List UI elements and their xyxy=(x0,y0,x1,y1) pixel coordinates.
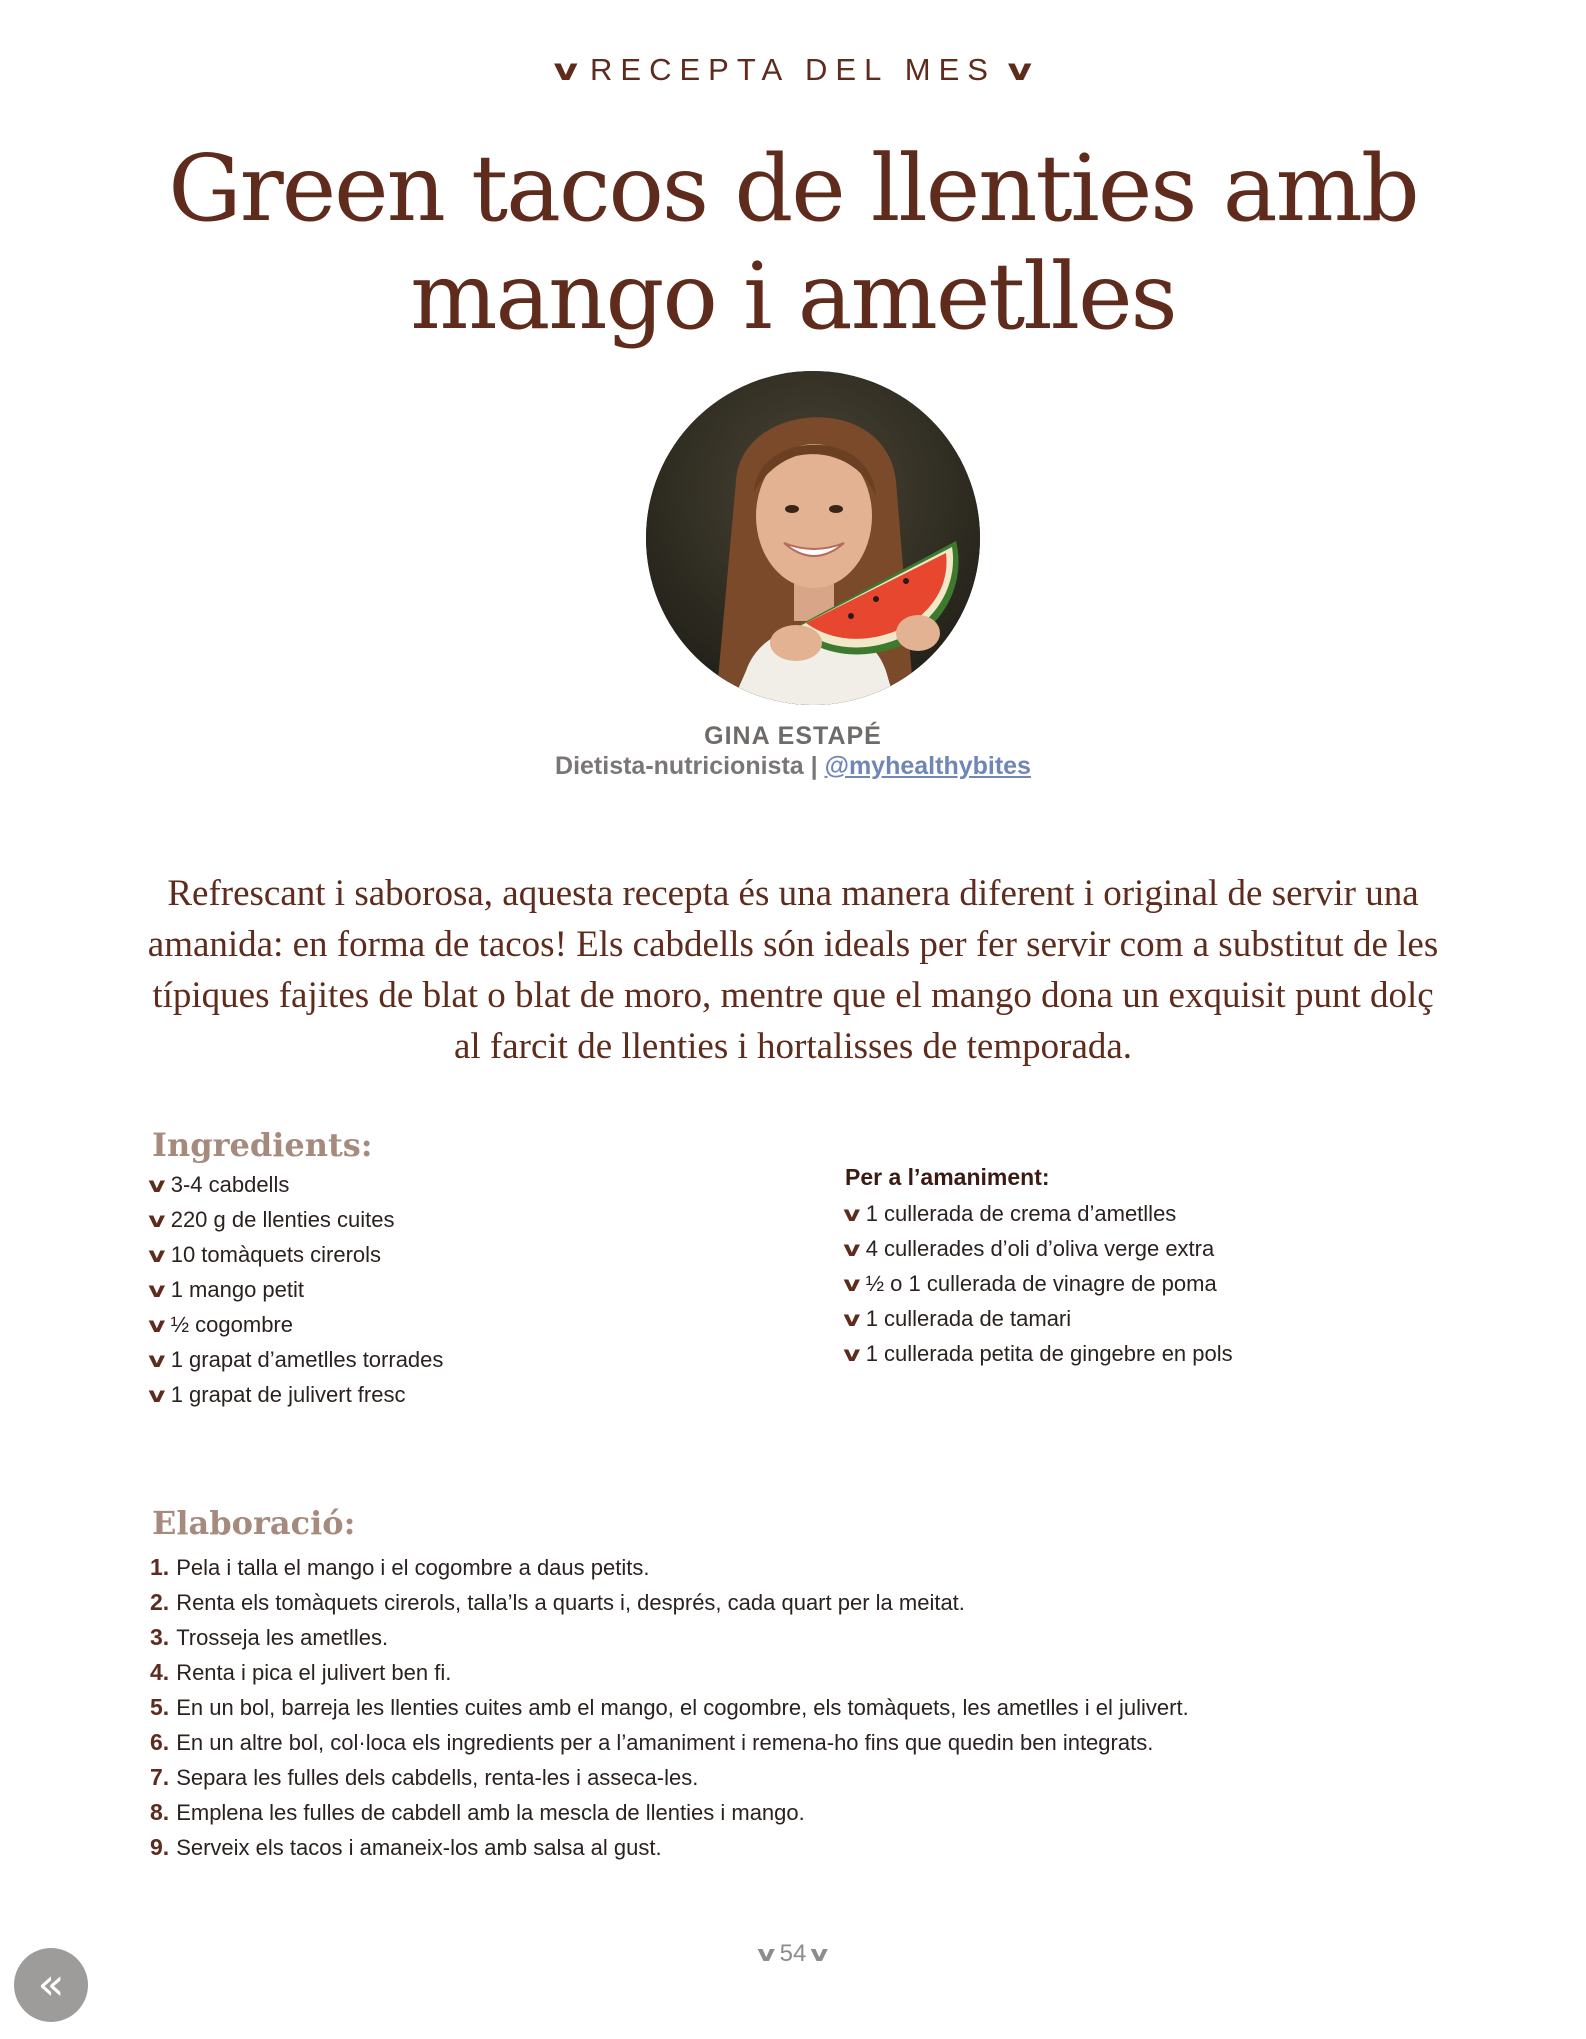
author-handle-link[interactable]: @myhealthybites xyxy=(824,752,1031,780)
author-credits xyxy=(0,752,1586,781)
step-item: 3. Trosseja les ametlles. xyxy=(150,1624,389,1650)
step-item: 6. En un altre bol, col·loca els ingredients per a l’amaniment i remena-ho fins que quedin ben integrats. xyxy=(150,1729,1154,1755)
v-bullet-icon: v xyxy=(843,1272,861,1296)
list-item: v 1 grapat de julivert fresc xyxy=(150,1377,443,1412)
elaboration-heading: Elaboració: xyxy=(152,1504,356,1542)
v-bullet-icon: v xyxy=(148,1173,166,1197)
back-button[interactable] xyxy=(14,1948,88,2022)
section-label xyxy=(0,52,1586,88)
list-item: v 1 cullerada petita de gingebre en pols xyxy=(845,1336,1233,1371)
portrait-with-watermelon-icon xyxy=(646,371,980,705)
step-item: 7. Separa les fulles dels cabdells, renta-les i asseca-les. xyxy=(150,1764,699,1790)
list-item: v 1 cullerada de tamari xyxy=(845,1301,1233,1336)
author-role: Dietista-nutricionista | xyxy=(555,752,818,780)
ingredients-list xyxy=(150,1167,443,1412)
list-item: v ½ o 1 cullerada de vinagre de poma xyxy=(845,1266,1233,1301)
v-bullet-icon: v xyxy=(148,1208,166,1232)
double-chevron-left-icon: « xyxy=(37,1959,65,2010)
list-item: v 10 tomàquets cirerols xyxy=(150,1237,443,1272)
v-bullet-icon: v xyxy=(148,1313,166,1337)
v-bullet-icon: v xyxy=(757,1942,776,1967)
step-item: 5. En un bol, barreja les llenties cuites amb el mango, el cogombre, els tomàquets, les ametlles i el julivert. xyxy=(150,1694,1189,1720)
v-bullet-icon: v xyxy=(148,1383,166,1407)
author-name: GINA ESTAPÉ xyxy=(704,722,882,750)
list-item: v 1 mango petit xyxy=(150,1272,443,1307)
v-bullet-icon: v xyxy=(148,1348,166,1372)
dressing-heading: Per a l’amaniment: xyxy=(845,1164,1050,1190)
step-item: 9. Serveix els tacos i amaneix-los amb salsa al gust. xyxy=(150,1834,662,1860)
ingredients-heading: Ingredients: xyxy=(152,1126,373,1164)
v-bullet-icon: v xyxy=(148,1243,166,1267)
section-label-text: RECEPTA DEL MES xyxy=(590,52,996,87)
page-number-text: 54 xyxy=(779,1940,807,1967)
step-item: 2. Renta els tomàquets cirerols, talla’ls a quarts i, després, cada quart per la meitat. xyxy=(150,1589,965,1615)
v-bullet-icon: v xyxy=(148,1278,166,1302)
v-bullet-icon: v xyxy=(554,53,579,88)
list-item: v 3-4 cabdells xyxy=(150,1167,443,1202)
list-item: v 1 cullerada de crema d’ametlles xyxy=(845,1196,1233,1231)
page-number xyxy=(0,1940,1586,1968)
recipe-title-line-1: Green tacos de llenties amb xyxy=(168,135,1418,242)
recipe-intro: Refrescant i saborosa, aquesta recepta és una manera diferent i original de servir una amanida: en forma de tacos! Els cabdells són ideals per fer servir com a substitut de les típiques fajites de blat o blat de moro, mentre que el mango dona un exquisit punt dolç al farcit de llenties i hortalisses de temporada. xyxy=(147,873,1439,1067)
v-bullet-icon: v xyxy=(810,1942,829,1967)
elaboration-steps xyxy=(150,1550,1189,1865)
v-bullet-icon: v xyxy=(843,1342,861,1366)
dressing-list xyxy=(845,1196,1233,1371)
step-item: 4. Renta i pica el julivert ben fi. xyxy=(150,1659,452,1685)
recipe-title-line-2: mango i ametlles xyxy=(410,243,1176,350)
v-bullet-icon: v xyxy=(843,1307,861,1331)
list-item: v 220 g de llenties cuites xyxy=(150,1202,443,1237)
recipe-title xyxy=(0,135,1586,351)
step-item: 8. Emplena les fulles de cabdell amb la mescla de llenties i mango. xyxy=(150,1799,805,1825)
list-item: v 4 cullerades d’oli d’oliva verge extra xyxy=(845,1231,1233,1266)
v-bullet-icon: v xyxy=(843,1202,861,1226)
v-bullet-icon: v xyxy=(843,1237,861,1261)
v-bullet-icon: v xyxy=(1007,53,1032,88)
step-item: 1. Pela i talla el mango i el cogombre a daus petits. xyxy=(150,1554,650,1580)
list-item: v ½ cogombre xyxy=(150,1307,443,1342)
author-photo xyxy=(646,371,980,705)
list-item: v 1 grapat d’ametlles torrades xyxy=(150,1342,443,1377)
